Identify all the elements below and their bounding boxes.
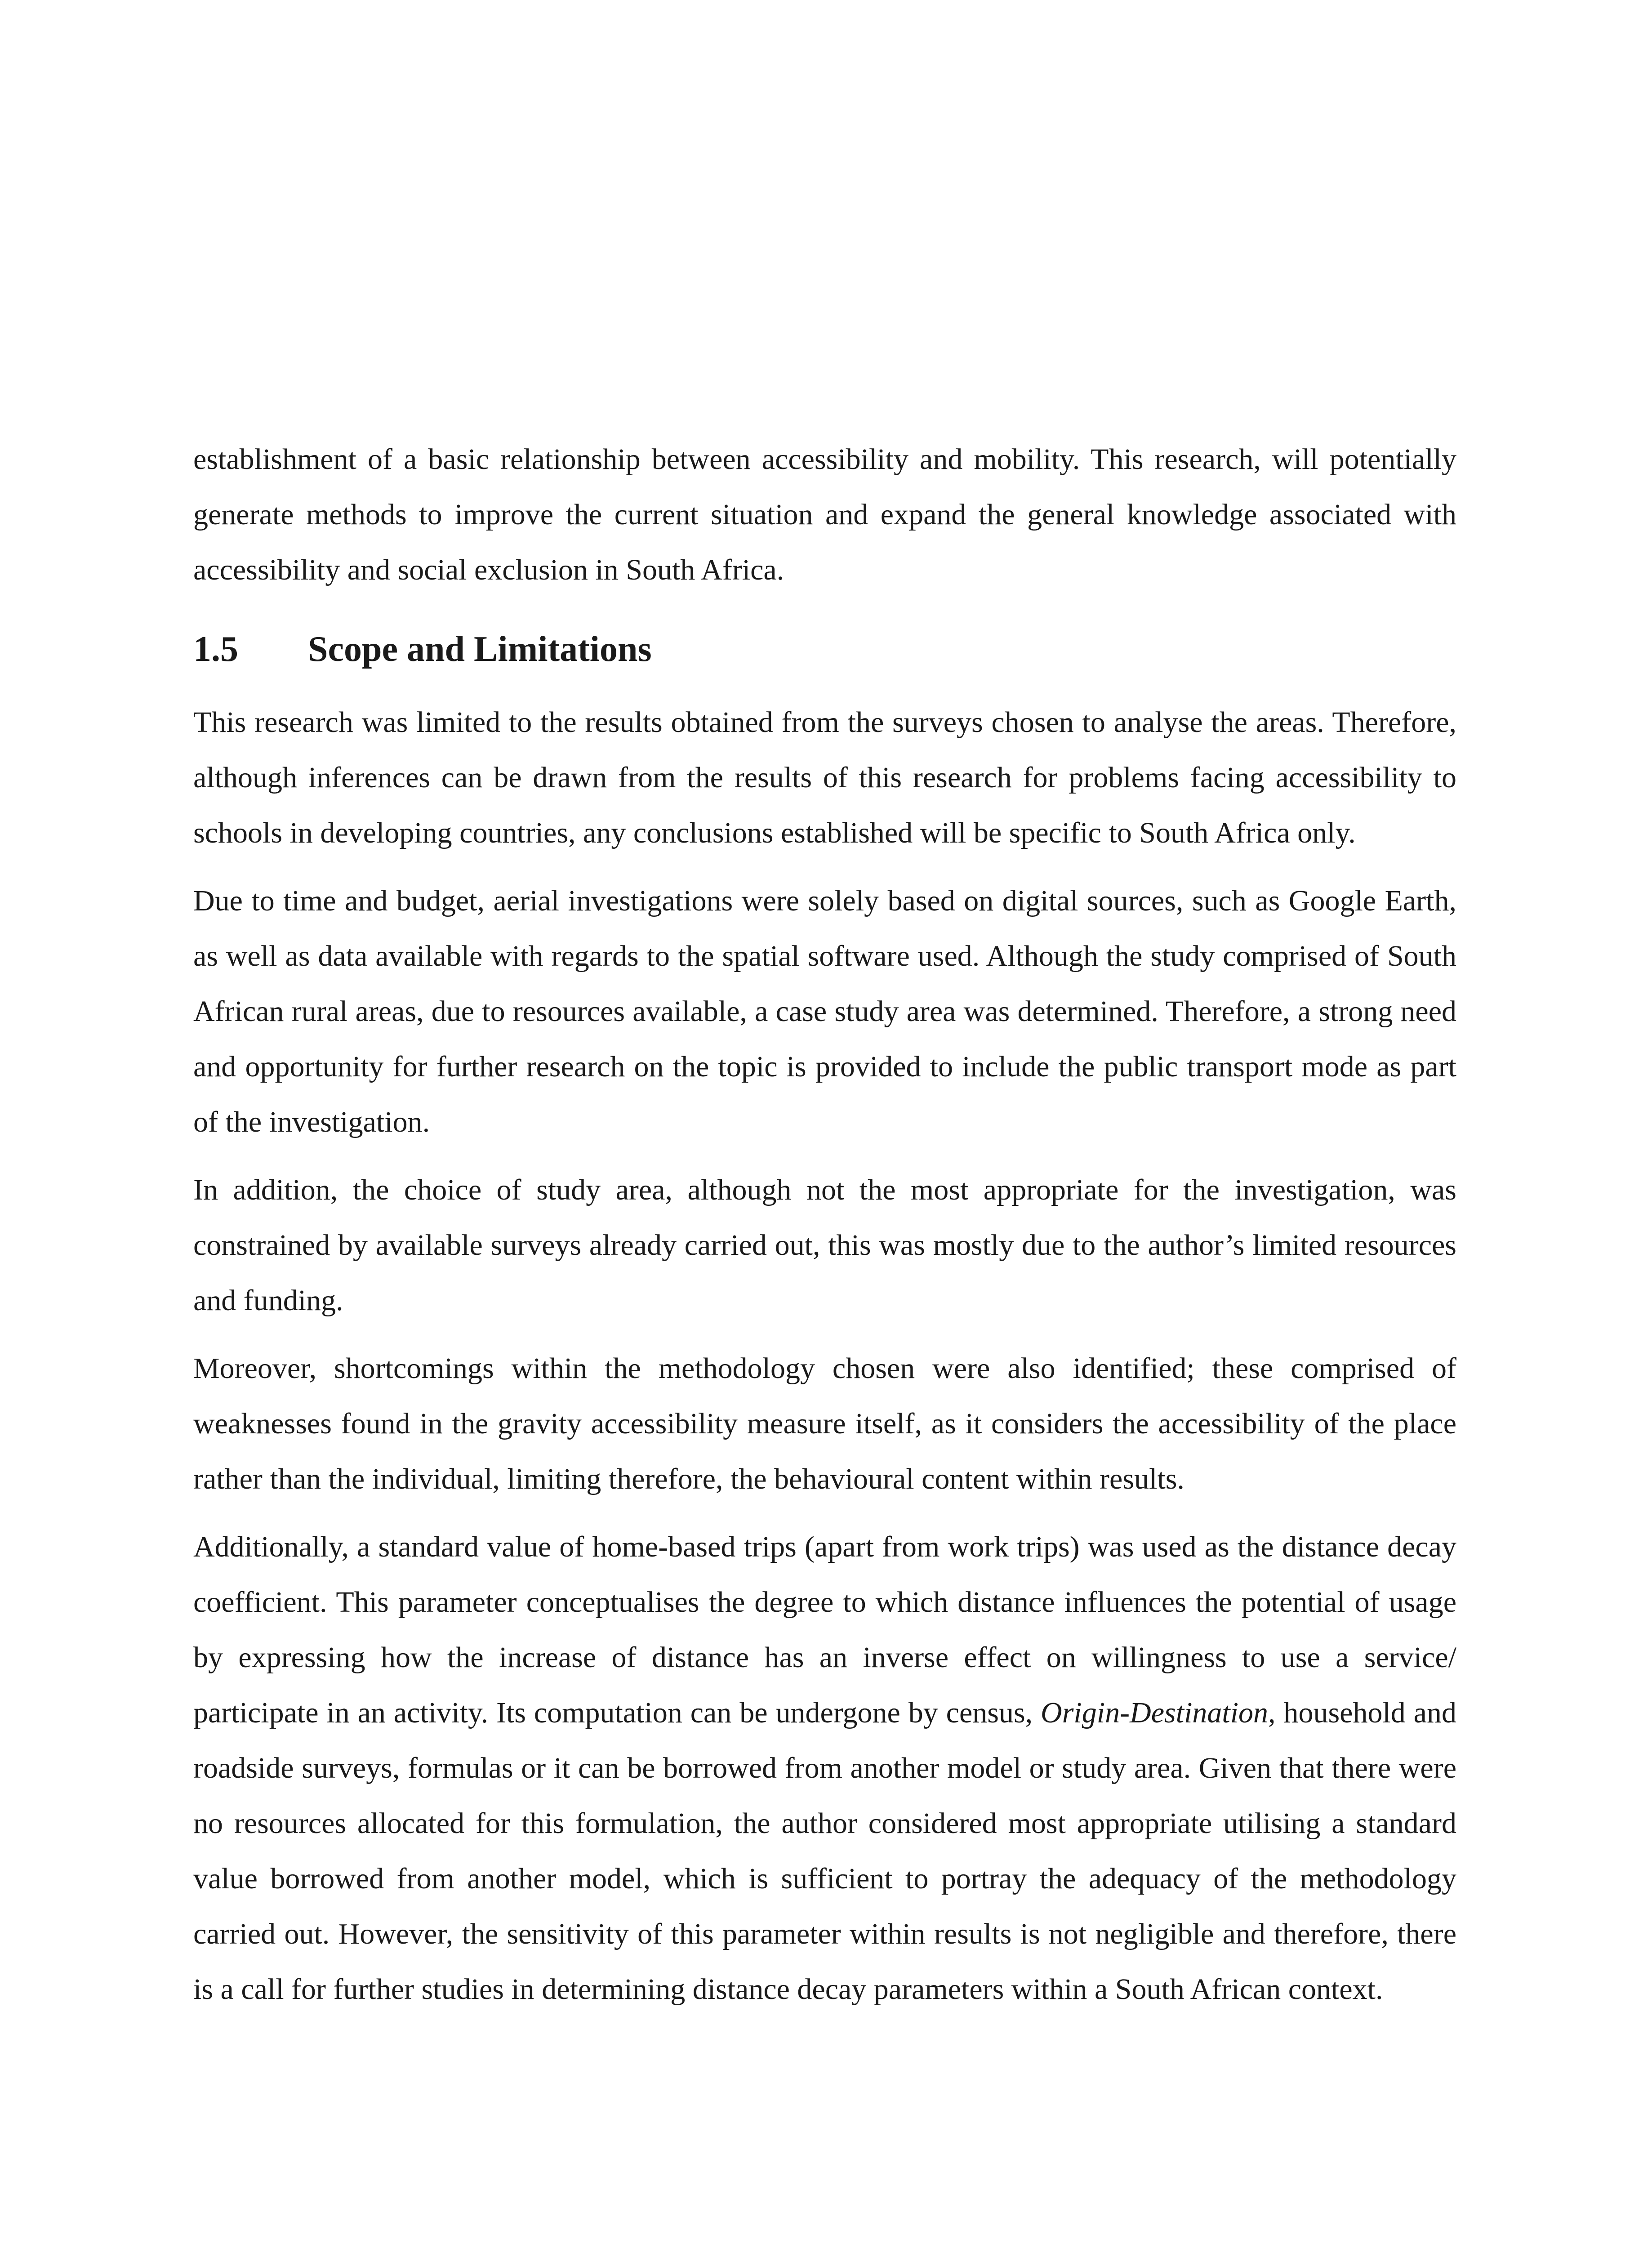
paragraph-budget: Due to time and budget, aerial investigations were solely based on digital sources, such as Google Earth, as well as data available with regards to the spatial software used. Although the study comprised of South African rural areas, due to resources available, a case study area was determined. Therefore, a strong need and opportunity for further research on the topic is provided to include the public transport mode as part of the investigation. xyxy=(193,884,1456,1138)
distance-decay-text-start: Additionally, a standard value of home-based trips (apart from work trips) was used as the distance decay coefficient. This parameter conceptualises the degree to which distance influences the potential of usage by expressing how the increase of distance has an inverse effect on willingness to use a service/ participate in an activity. Its computation can be undergone by census, xyxy=(193,1530,1456,1729)
paragraph-distance-decay xyxy=(193,1519,1456,2017)
distance-decay-italic-term: Origin-Destination xyxy=(1041,1696,1269,1729)
section-heading xyxy=(193,624,1456,674)
distance-decay-text-end: , household and roadside surveys, formulas or it can be borrowed from another model or study area. Given that there were no resources allocated for this formulation, the author considered most appropriate utilising a standard value borrowed from another model, which is sufficient to portray the adequacy of the methodology carried out. However, the sensitivity of this parameter within results is not negligible and therefore, there is a call for further studies in determining distance decay parameters within a South African context. xyxy=(193,1696,1456,2006)
paragraph-methodology: Moreover, shortcomings within the methodology chosen were also identified; these comprised of weaknesses found in the gravity accessibility measure itself, as it considers the accessibility of the place rather than the individual, limiting therefore, the behavioural content within results. xyxy=(193,1352,1456,1495)
section-number: 1.5 xyxy=(193,629,238,669)
section-title: Scope and Limitations xyxy=(308,629,652,669)
document-body xyxy=(193,432,1456,2029)
intro-paragraph: establishment of a basic relationship between accessibility and mobility. This research, will potentially generate methods to improve the current situation and expand the general knowledge associated with accessibility and social exclusion in South Africa. xyxy=(193,443,1456,586)
paragraph-study-area: In addition, the choice of study area, although not the most appropriate for the investigation, was constrained by available surveys already carried out, this was mostly due to the author’s limited resources and funding. xyxy=(193,1173,1456,1317)
paragraph-scope: This research was limited to the results obtained from the surveys chosen to analyse the areas. Therefore, although inferences can be drawn from the results of this research for problems facing accessibility to schools in developing countries, any conclusions established will be specific to South Africa only. xyxy=(193,706,1456,849)
